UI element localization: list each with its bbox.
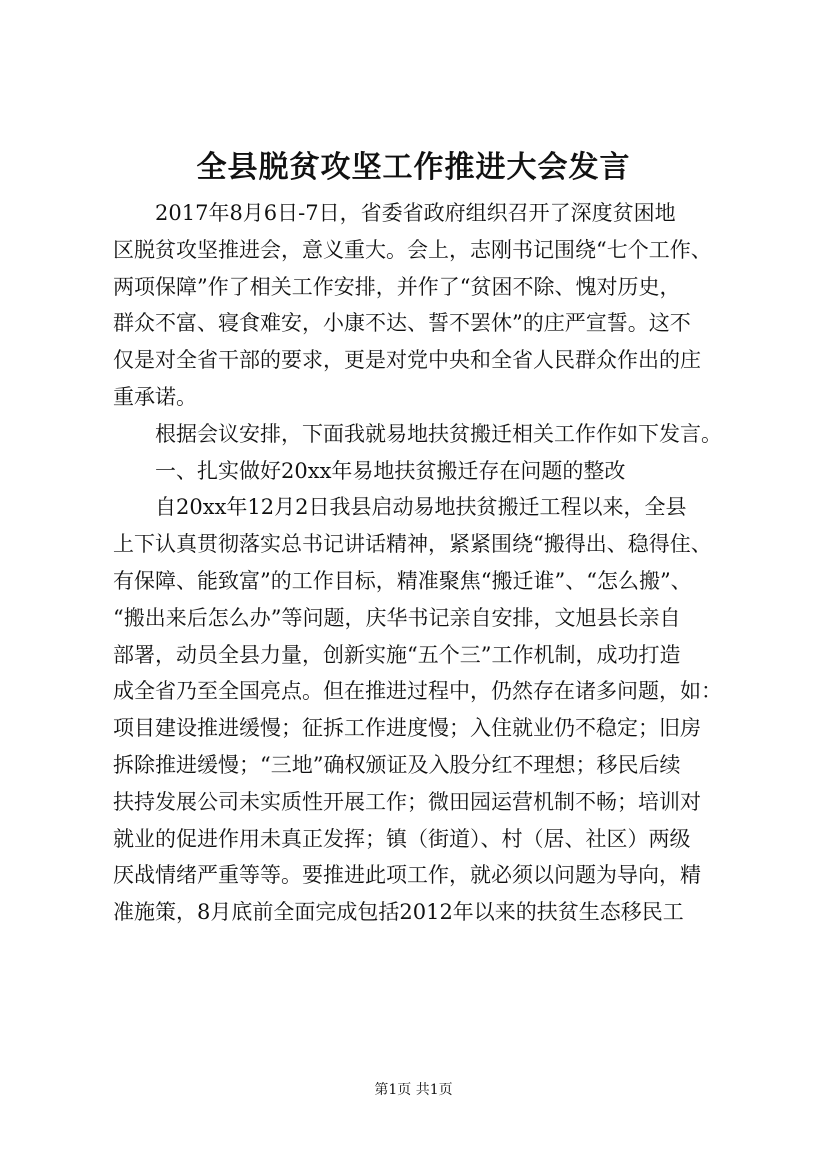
document-body (113, 195, 733, 931)
page-footer: 第1页 共1页 (374, 1082, 453, 1098)
section-heading-1: 一、扎实做好20xx年易地扶贫搬迁存在问题的整改 (155, 458, 626, 483)
document-title: 全县脱贫攻坚工作推进大会发言 (196, 150, 631, 185)
paragraph-section-1: 自20xx年12月2日我县启动易地扶贫搬迁工程以来，全县 上下认真贯彻落实总书记讲话精神，紧紧围绕“搬得出、稳得住、 有保障、能致富”的工作目标，精准聚焦“搬迁谁”、“怎么搬”、 “搬出来后怎么办”等问题，庆华书记亲自安排，文旭县长亲自 部署，动员全县力量，创新实施“五个三”工作机制，成功打造 成全省乃至全国亮点。但在推进过程中，仍然存在诸多问题，如： 项目建设推进缓慢；征拆工作进度慢；入住就业仍不稳定；旧房 拆除推进缓慢；“三地”确权颁证及入股分红不理想；移民后续 扶持发展公司未实质性开展工作；微田园运营机制不畅；培训对 就业的促进作用未真正发挥；镇（街道）、村（居、社区）两级 厌战情绪严重等等。要推进此项工作，就必须以问题为导向，精 准施策，8月底前全面完成包括2012年以来的扶贫生态移民工 (113, 495, 722, 925)
paragraph-arrangement: 根据会议安排，下面我就易地扶贫搬迁相关工作作如下发言。 (155, 421, 722, 446)
paragraph-intro: 2017年8月6日-7日，省委省政府组织召开了深度贫困地 区脱贫攻坚推进会，意义重大。会上，志刚书记围绕“七个工作、 两项保障”作了相关工作安排，并作了“贫困不除、愧对历史， 群众不富、寝食难安，小康不达、誓不罢休”的庄严宣誓。这不 仅是对全省干部的要求，更是对党中央和全省人民群众作出的庄 重承诺。 (113, 201, 712, 409)
